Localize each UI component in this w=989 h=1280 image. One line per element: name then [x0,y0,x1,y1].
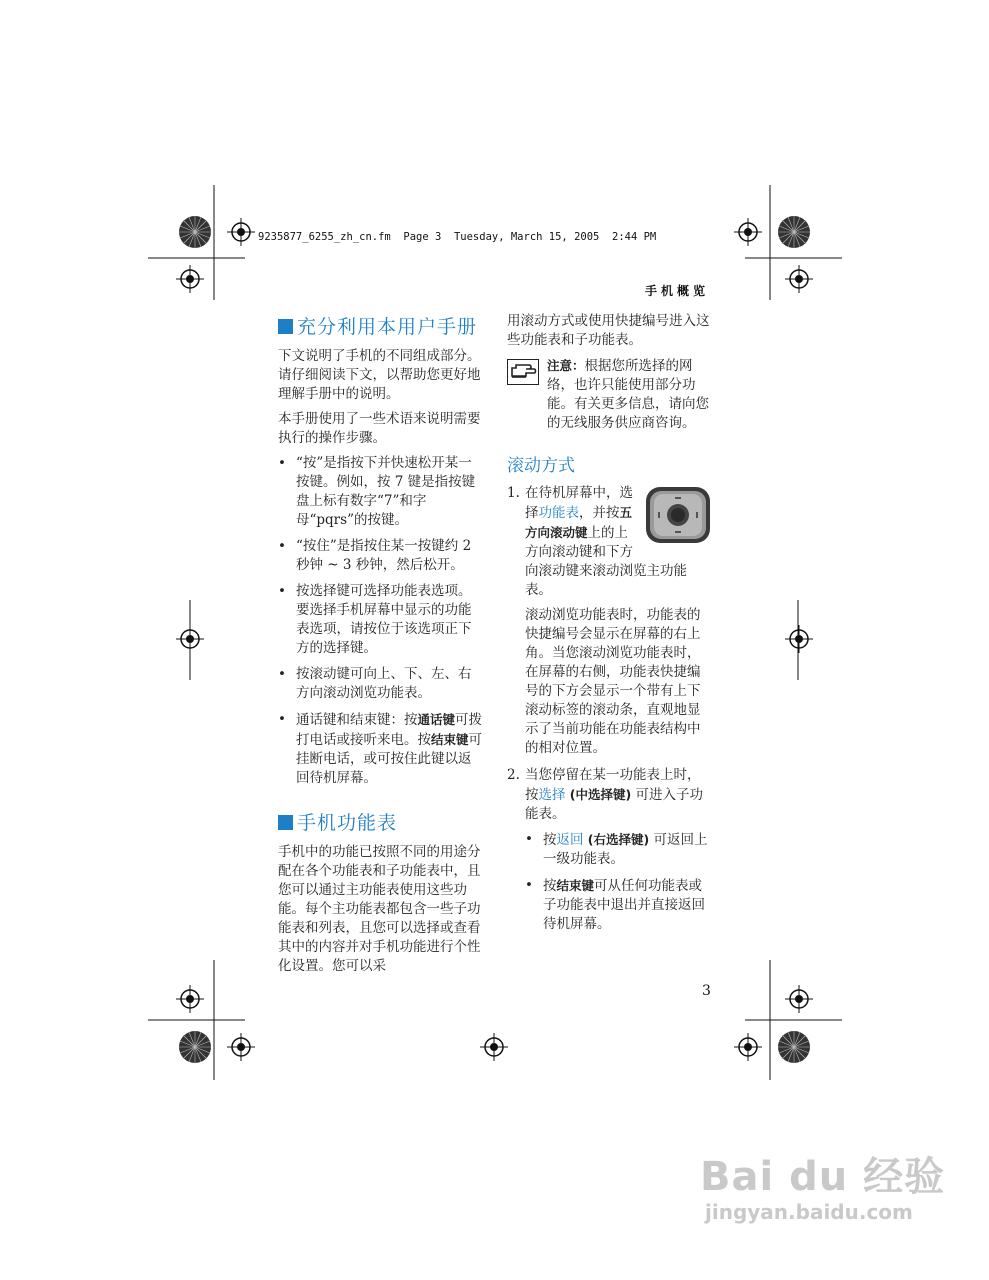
registration-target-icon [734,1033,762,1061]
registration-target-icon [734,218,762,246]
star-target-icon [777,215,811,249]
registration-target-icon [227,218,255,246]
list-item: • “按”是指按下并快速松开某一按键。例如，按 7 键是指按键盘上标有数字“7”和字母“pqrs”的按键。 [278,454,484,530]
registration-target-icon [785,625,813,653]
list-item: 2. 当您停留在某一功能表上时，按选择 (中选择键) 可进入子功能表。 [507,767,704,822]
list-item: • 按返回 (右选择键) 可返回上一级功能表。 [525,830,711,869]
section-title: 手机功能表 [278,808,484,835]
paragraph: 用滚动方式或使用快捷编号进入这些功能表和子功能表。 [507,313,710,348]
registration-target-icon [785,985,813,1013]
list-item: • 按选择键可选择功能表选项。要选择手机屏幕中显示的功能表选项，请按位于该选项正下方的选择键。 [278,582,484,658]
square-bullet-icon [278,815,293,830]
watermark-logo: Bai du 经验 [700,1154,946,1200]
star-target-icon [178,215,212,249]
list-item: • “按住”是指按住某一按键约 2 秒钟 ~ 3 秒钟，然后松开。 [278,537,484,575]
registration-target-icon [480,1033,508,1061]
left-column [278,312,484,982]
registration-target-icon [227,1033,255,1061]
file-info-slug: 9235877_6255_zh_cn.fm Page 3 Tuesday, March 15, 2005 2:44 PM [258,231,657,243]
section-title: 滚动方式 [507,456,575,476]
section-title: 充分利用本用户手册 [278,312,484,339]
registration-target-icon [176,985,204,1013]
list-item: • 通话键和结束键：按通话键可拨打电话或接听来电。按结束键可挂断电话，或可按住此键以返回待机屏幕。 [278,710,484,788]
registration-target-icon [176,265,204,293]
key-name: 结束键 [431,732,469,747]
step-number: 2. [507,767,520,783]
list-item: 1. 在待机屏幕中，选择功能表，并按五方向滚动键上的上方向滚动键和下方向滚动键来滚动浏览主功能表。 [507,484,711,600]
sub-list [507,830,711,934]
watermark-url: jingyan.baidu.com [705,1200,913,1224]
key-name: 通话键 [417,712,456,727]
key-name: (右选择键) [587,832,650,847]
key-name: 结束键 [556,878,595,893]
paragraph: 下文说明了手机的不同组成部分。请仔细阅读下文，以帮助您更好地理解手册中的说明。 [278,348,481,402]
note-box [507,356,711,433]
star-target-icon [178,1030,212,1064]
right-column [507,312,711,941]
five-way-scroll-key-icon [645,486,711,544]
key-name: 五方向滚动键 [525,505,633,540]
star-target-icon [777,1030,811,1064]
menu-link: 功能表 [538,505,579,521]
list-item: • 按结束键可从任何功能表或子功能表中退出并直接返回待机屏幕。 [525,876,711,934]
menu-link: 返回 [556,832,584,848]
registration-target-icon [785,265,813,293]
key-name: (中选择键) [569,787,632,802]
square-bullet-icon [278,319,293,334]
paragraph: 本手册使用了一些术语来说明需要执行的操作步骤。 [278,411,481,446]
note-hand-icon [507,359,539,385]
paragraph: 滚动浏览功能表时，功能表的快捷编号会显示在屏幕的右上角。当您滚动浏览功能表时，在屏幕的右侧，功能表快捷编号的下方会显示一个带有上下滚动标签的滚动条，直观地显示了当前功能在功能表结构中的相对位置。 [525,607,701,756]
list-item: • 按滚动键可向上、下、左、右方向滚动浏览功能表。 [278,665,484,703]
paragraph: 手机中的功能已按照不同的用途分配在各个功能表和子功能表中，且您可以通过主功能表使用这些功能。每个主功能表都包含一些子功能表和列表，且您可以选择或查看其中的内容并对手机功能进行个性化设置。您可以采 [278,844,481,974]
step-number: 1. [507,485,520,501]
menu-link: 选择 [538,787,566,803]
note-label: 注意： [547,358,585,373]
page-number: 3 [702,983,711,999]
note-text: 根据您所选择的网络，也许只能使用部分功能。有关更多信息，请向您的无线服务供应商咨询。 [547,358,709,431]
registration-target-icon [176,625,204,653]
running-head: 手机概览 [644,284,709,298]
